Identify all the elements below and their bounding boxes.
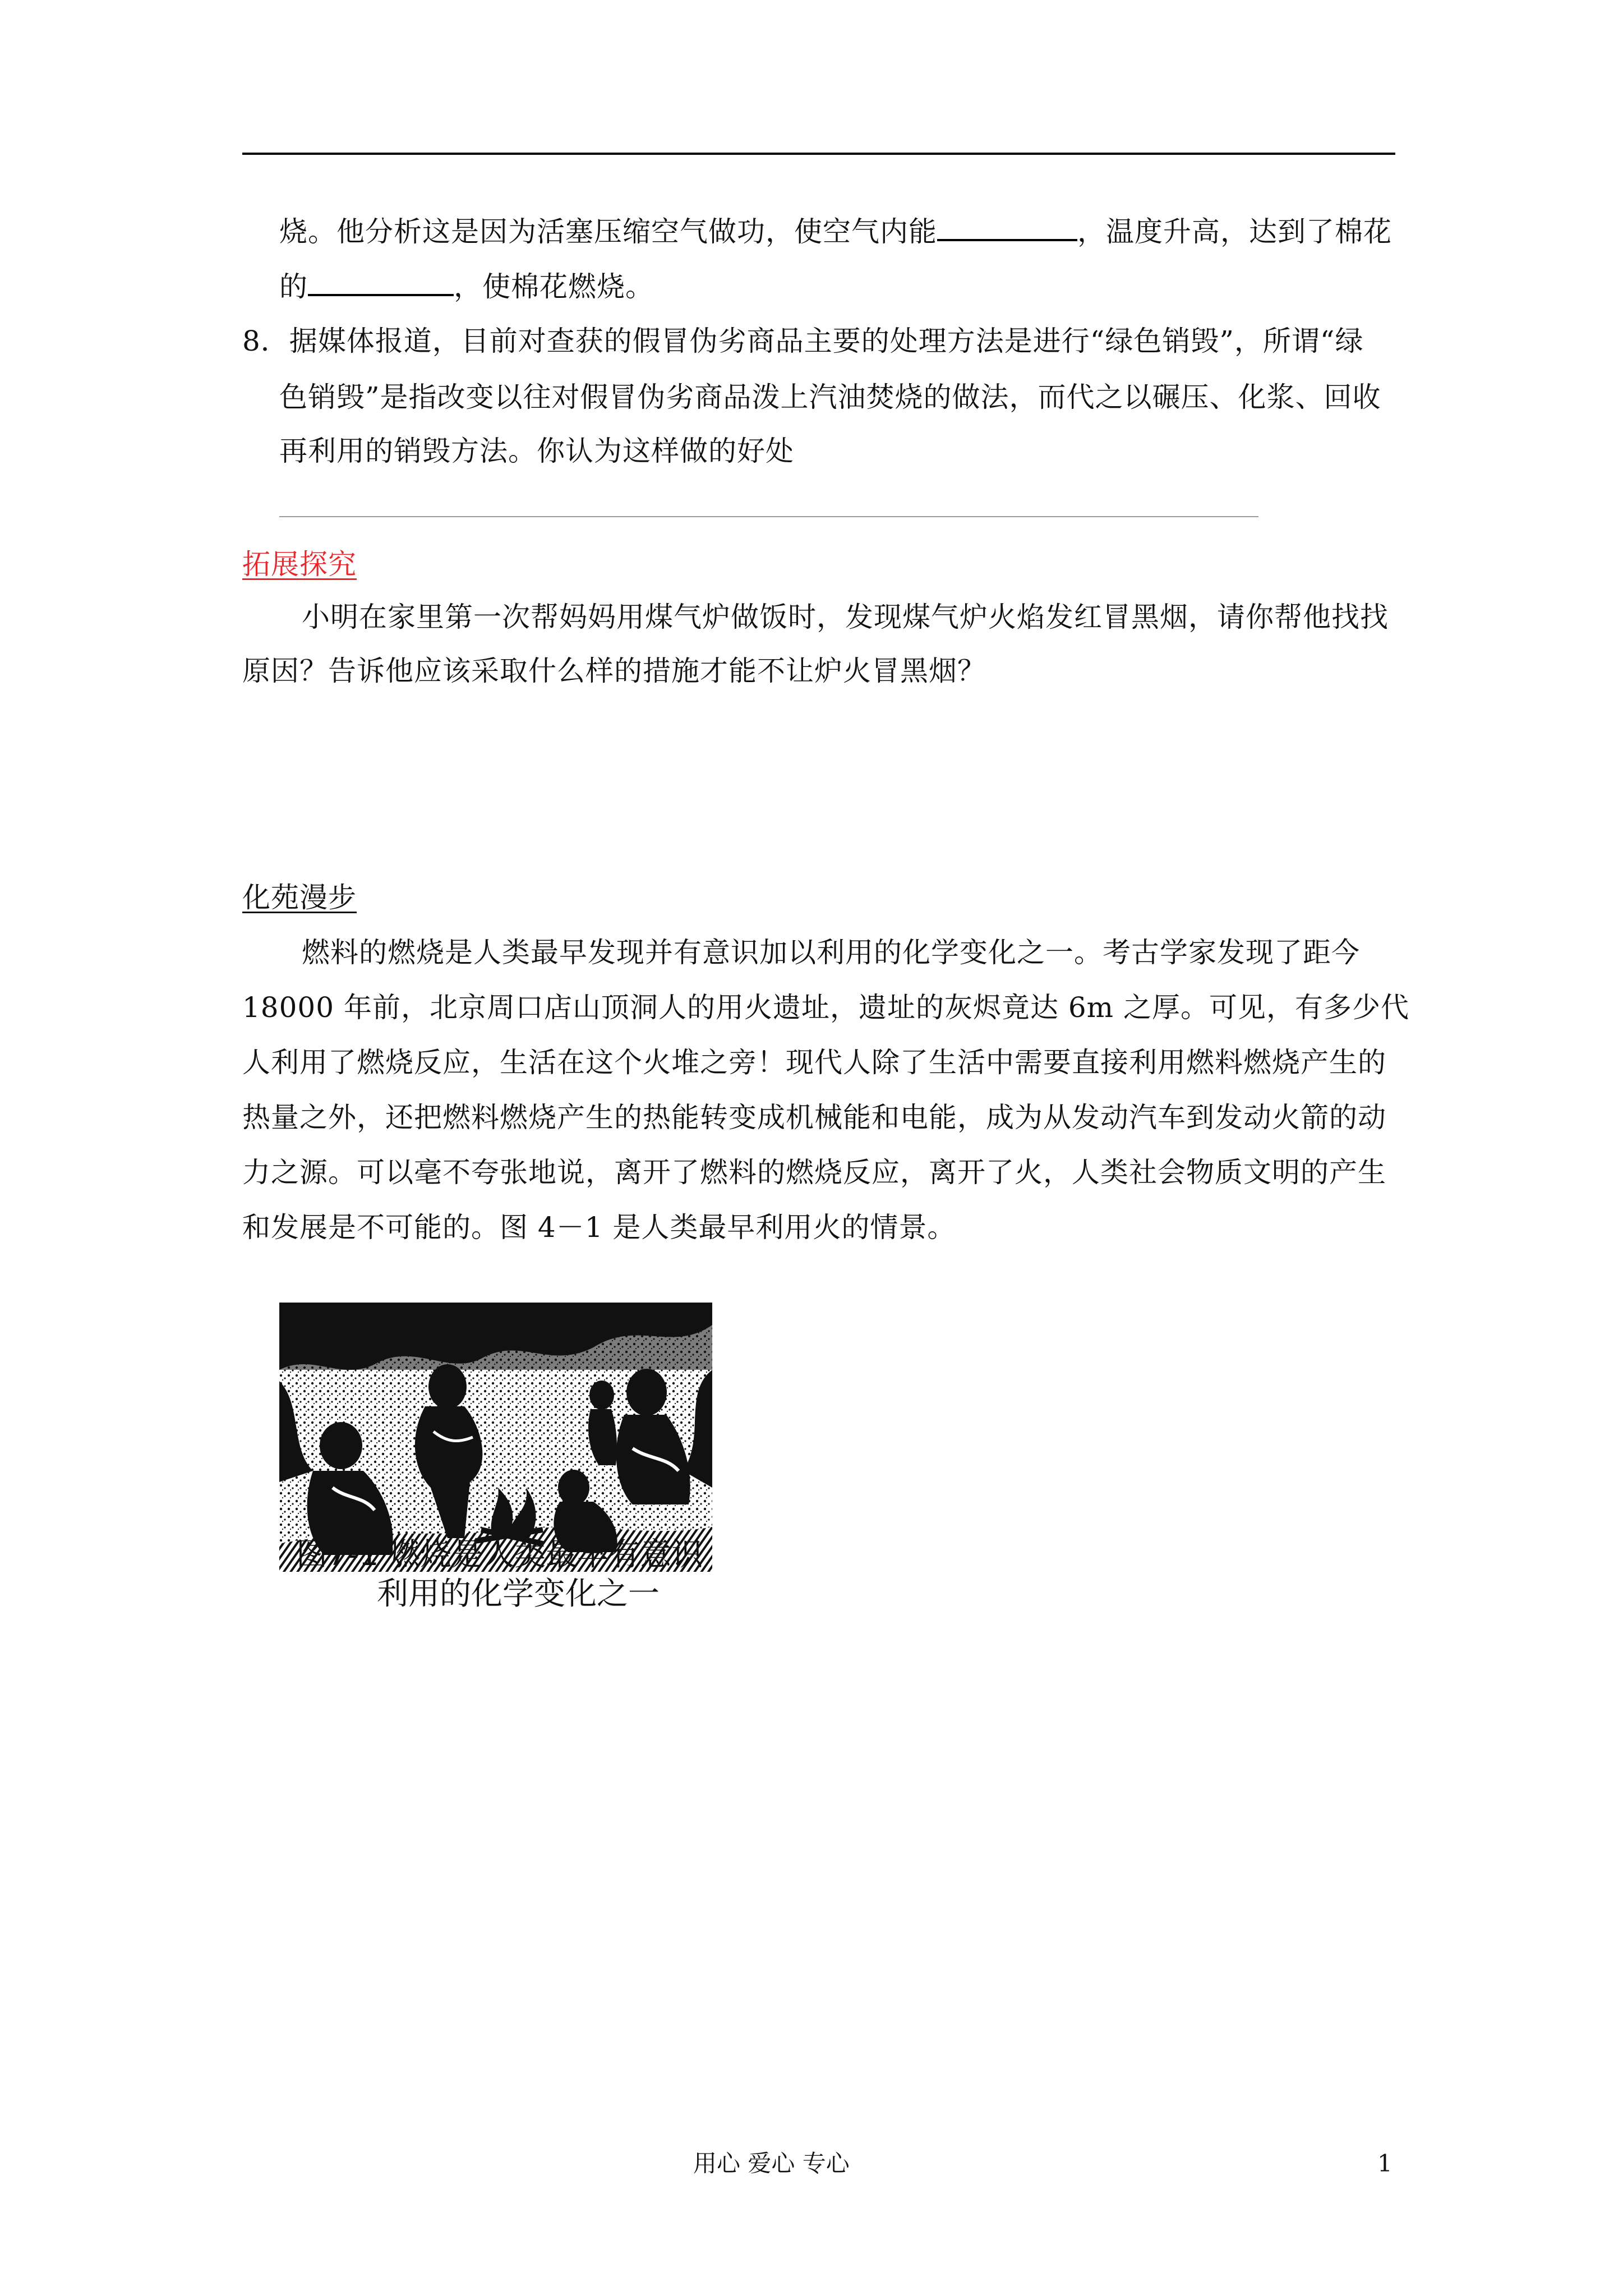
q7-text-a: 烧。他分析这是因为活塞压缩空气做功，使空气内能 (279, 215, 937, 248)
q8-answer-line[interactable] (279, 516, 1258, 517)
stroll-line-2: 18000 年前，北京周口店山顶洞人的用火遗址，遗址的灰烬竟达 6m 之厚。可见，有多少代 (242, 991, 1409, 1024)
q8-line-1: 8．据媒体报道，目前对查获的假冒伪劣商品主要的处理方法是进行“绿色销毁”，所谓“绿 (242, 325, 1364, 357)
stroll-line-4: 热量之外，还把燃料燃烧产生的热能转变成机械能和电能，成为从发动汽车到发动火箭的动 (242, 1101, 1386, 1134)
q7-line-2 (279, 268, 654, 303)
explore-heading: 拓展探究 (242, 548, 357, 581)
stroll-heading: 化苑漫步 (242, 881, 357, 914)
q7-blank-1[interactable] (937, 213, 1077, 241)
stroll-line-5: 力之源。可以毫不夸张地说，离开了燃料的燃烧反应，离开了火，人类社会物质文明的产生 (242, 1156, 1386, 1189)
page-number: 1 (1377, 2150, 1393, 2177)
q7-line-1 (279, 213, 1392, 249)
explore-line-1: 小明在家里第一次帮妈妈用煤气炉做饭时，发现煤气炉火焰发红冒黑烟，请你帮他找找 (302, 601, 1389, 633)
q8-line-2: 色销毁”是指改变以往对假冒伪劣商品泼上汽油焚烧的做法，而代之以碾压、化浆、回收 (279, 381, 1381, 413)
q7-text-d: ，使棉花燃烧。 (454, 270, 654, 303)
header-rule (242, 153, 1395, 155)
q7-blank-2[interactable] (308, 268, 454, 296)
figure-caption-line-1: 图7-1 燃烧是人类最早有意识 (296, 1536, 703, 1573)
stroll-line-6: 和发展是不可能的。图 4－1 是人类最早利用火的情景。 (242, 1211, 956, 1244)
q7-text-c: 的 (279, 270, 308, 303)
figure-caption-line-2: 利用的化学变化之一 (377, 1576, 660, 1612)
stroll-line-3: 人利用了燃烧反应，生活在这个火堆之旁！现代人除了生活中需要直接利用燃料燃烧产生的 (242, 1046, 1386, 1079)
stroll-line-1: 燃料的燃烧是人类最早发现并有意识加以利用的化学变化之一。考古学家发现了距今 (302, 936, 1360, 969)
q8-line-3: 再利用的销毁方法。你认为这样做的好处 (279, 435, 794, 467)
q7-text-b: ，温度升高，达到了棉花 (1077, 215, 1392, 248)
footer-motto: 用心 爱心 专心 (693, 2150, 850, 2177)
explore-line-2: 原因？告诉他应该采取什么样的措施才能不让炉火冒黑烟？ (242, 655, 986, 687)
